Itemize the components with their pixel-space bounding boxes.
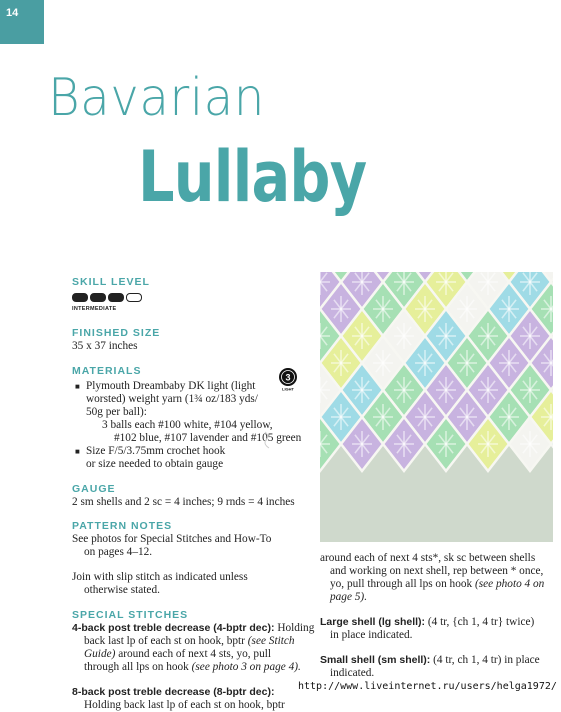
materials-item-yarn-line: ■ Plymouth Dreambaby DK light (light (86, 380, 256, 392)
yarn-weight-number: 3 (285, 372, 291, 383)
special-stitch-4bptr-text: Holding (277, 622, 315, 634)
materials-item-yarn-line: 50g per ball): (86, 406, 147, 418)
skill-segment-3 (108, 293, 124, 302)
special-stitch-4bptr (72, 622, 322, 674)
special-stitch-8bptr-term: 8-back post treble decrease (8-bptr dec): (72, 686, 275, 698)
large-shell-text: in place indicated. (330, 629, 413, 641)
crochet-texture-image (320, 272, 553, 542)
pattern-note-1-line: See photos for Special Stitches and How-To (72, 533, 272, 545)
materials-heading: MATERIALS (72, 365, 142, 377)
photo-reference: (see photo 4 on (474, 578, 545, 590)
materials-list (72, 380, 322, 471)
skill-segment-2 (90, 293, 106, 302)
left-column (72, 276, 322, 712)
large-shell-text: (4 tr, {ch 1, 4 tr} twice) (427, 616, 535, 628)
special-stitch-8bptr (72, 686, 322, 712)
stitch-guide-reference: (see Stitch (247, 635, 295, 647)
pattern-note-1-line: on pages 4–12. (84, 546, 153, 558)
stitch-guide-reference: Guide) (84, 648, 116, 660)
finished-size-text: 35 x 37 inches (72, 340, 138, 352)
gauge-heading: GAUGE (72, 483, 116, 495)
small-shell-definition (320, 654, 553, 680)
pattern-note-1 (72, 533, 322, 559)
skill-segment-1 (72, 293, 88, 302)
materials-item-hook (86, 445, 322, 471)
small-shell-term: Small shell (sm shell): (320, 654, 431, 666)
large-shell-definition (320, 616, 553, 642)
continued-text-line: yo, pull through all lps on hook (330, 578, 473, 590)
special-stitch-8bptr-text: Holding back last lp of each st on hook, bptr (84, 699, 285, 711)
materials-item-yarn-colors: #102 blue, #107 lavender and #105 green (114, 432, 302, 444)
source-watermark: http://www.liveinternet.ru/users/helga1972/ (298, 681, 557, 692)
pattern-note-2 (72, 571, 322, 597)
materials-item-hook-line: ■ Size F/5/3.75mm crochet hook (86, 445, 226, 457)
finished-size-heading: FINISHED SIZE (72, 327, 161, 339)
yarn-weight-label: LIGHT (282, 386, 294, 391)
small-shell-text: indicated. (330, 667, 375, 679)
right-column (320, 552, 553, 680)
skill-segment-4 (126, 293, 142, 302)
photo-reference: page 5). (330, 591, 368, 603)
yarn-weight-icon (276, 367, 300, 391)
continued-text-line: and working on next shell, rep between * once, (330, 565, 544, 577)
page-number-tab: 14 (0, 0, 44, 44)
special-stitch-4bptr-text: around each of next 4 sts, yo, pull (118, 648, 271, 660)
gauge-text: 2 sm shells and 2 sc = 4 inches; 9 rnds = 4 inches (72, 496, 295, 508)
materials-item-yarn-line: worsted) weight yarn (1¾ oz/183 yds/ (86, 393, 258, 405)
small-shell-text: (4 tr, ch 1, 4 tr) in place (433, 654, 540, 666)
pattern-note-2-line: otherwise stated. (84, 584, 160, 596)
special-stitch-4bptr-text: through all lps on hook (84, 661, 189, 673)
special-stitch-4bptr-term: 4-back post treble decrease (4-bptr dec): (72, 622, 275, 634)
skill-level-heading: SKILL LEVEL (72, 276, 150, 288)
materials-item-yarn-colors: 3 balls each #100 white, #104 yellow, (102, 419, 273, 431)
decorative-squiggle (262, 430, 276, 450)
blanket-photo (320, 272, 553, 542)
pattern-title-line1: Bavarian (48, 68, 265, 128)
skill-level-label: INTERMEDIATE (72, 306, 117, 312)
special-stitches-heading: SPECIAL STITCHES (72, 609, 189, 621)
skill-level-bar (72, 293, 322, 302)
special-stitch-8bptr-continued (320, 552, 553, 604)
pattern-title-line2: Lullaby (138, 136, 367, 218)
materials-item-hook-line: or size needed to obtain gauge (86, 458, 224, 470)
large-shell-term: Large shell (lg shell): (320, 616, 426, 628)
special-stitch-4bptr-text: back last lp of each st on hook, bptr (84, 635, 245, 647)
pattern-notes-heading: PATTERN NOTES (72, 520, 173, 532)
continued-text-line: around each of next 4 sts*, sk sc between shells (320, 552, 536, 564)
pattern-note-2-line: Join with slip stitch as indicated unless (72, 571, 248, 583)
photo-reference: (see photo 3 on page 4). (191, 661, 301, 673)
